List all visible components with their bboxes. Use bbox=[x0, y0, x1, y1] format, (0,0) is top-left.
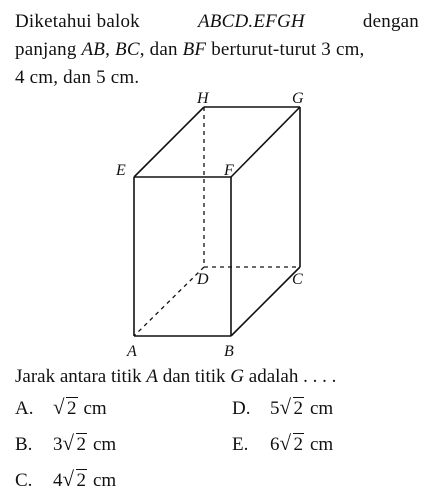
prompt-word: dan titik bbox=[162, 366, 226, 387]
option-radicand: 2 bbox=[76, 434, 86, 455]
label-d: D bbox=[197, 271, 209, 288]
option-b[interactable] bbox=[15, 431, 117, 456]
option-radicand: 2 bbox=[76, 470, 86, 491]
edge-da-hidden bbox=[134, 267, 204, 336]
prompt-word: adalah . . . . bbox=[248, 366, 337, 387]
option-letter: B. bbox=[15, 434, 33, 455]
sqrt-symbol: √ 2 bbox=[62, 467, 86, 491]
option-e[interactable] bbox=[232, 431, 334, 456]
option-letter: E. bbox=[232, 434, 249, 455]
label-a: A bbox=[127, 343, 137, 360]
option-unit: cm bbox=[93, 470, 117, 491]
sqrt-symbol: √ 2 bbox=[62, 431, 86, 455]
option-coefficient: 3 bbox=[53, 434, 63, 455]
option-radicand: 2 bbox=[67, 398, 77, 419]
option-c[interactable] bbox=[15, 467, 117, 492]
point-a: A bbox=[146, 366, 158, 387]
question-word: dengan bbox=[362, 11, 419, 32]
option-letter: A. bbox=[15, 398, 34, 419]
label-f: F bbox=[224, 162, 234, 179]
prompt-word: Jarak antara titik bbox=[15, 366, 142, 387]
question-word: panjang bbox=[15, 39, 77, 60]
label-c: C bbox=[292, 271, 303, 288]
question-line-3: 4 cm, dan 5 cm. bbox=[15, 67, 140, 88]
sqrt-symbol: √ 2 bbox=[279, 395, 303, 419]
option-a[interactable] bbox=[15, 395, 107, 420]
edge-ab: AB bbox=[81, 39, 106, 60]
question-comma: , bbox=[105, 39, 111, 60]
option-unit: cm bbox=[310, 398, 334, 419]
edge-bc bbox=[231, 267, 300, 336]
sqrt-symbol: √ 2 bbox=[53, 395, 77, 419]
option-letter: C. bbox=[15, 470, 33, 491]
label-g: G bbox=[292, 90, 304, 107]
label-h: H bbox=[197, 90, 209, 107]
edge-fg bbox=[231, 107, 300, 177]
question-word: Diketahui balok bbox=[15, 11, 140, 32]
option-coefficient: 6 bbox=[270, 434, 280, 455]
question-word: , dan bbox=[139, 39, 178, 60]
edge-bf: BF bbox=[182, 39, 207, 60]
option-unit: cm bbox=[83, 398, 107, 419]
edge-bc: BC bbox=[115, 39, 140, 60]
option-radicand: 2 bbox=[293, 434, 303, 455]
option-letter: D. bbox=[232, 398, 251, 419]
point-g: G bbox=[230, 366, 245, 387]
option-coefficient: 5 bbox=[270, 398, 280, 419]
option-unit: cm bbox=[310, 434, 334, 455]
prism-name: ABCD.EFGH bbox=[198, 11, 305, 32]
option-unit: cm bbox=[93, 434, 117, 455]
edge-eh bbox=[134, 107, 204, 177]
question-prompt bbox=[15, 366, 336, 388]
option-coefficient: 4 bbox=[53, 470, 63, 491]
label-b: B bbox=[224, 343, 234, 360]
sqrt-symbol: √ 2 bbox=[279, 431, 303, 455]
option-d[interactable] bbox=[232, 395, 334, 420]
label-e: E bbox=[116, 162, 126, 179]
question-word: berturut-turut 3 cm, bbox=[211, 39, 365, 60]
option-radicand: 2 bbox=[293, 398, 303, 419]
